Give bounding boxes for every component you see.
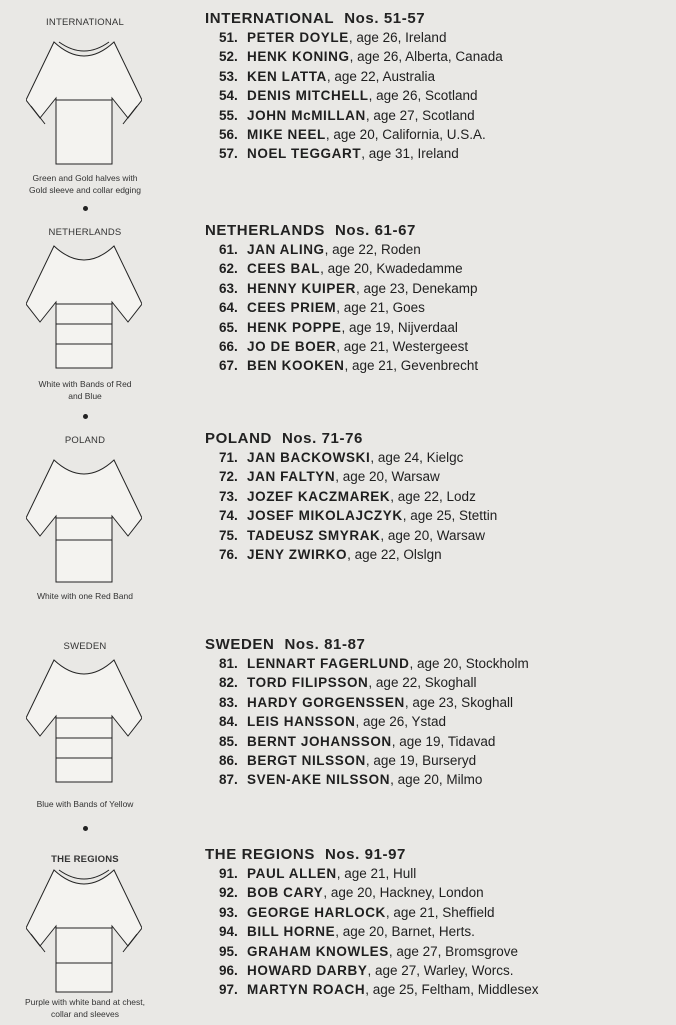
player-row: [219, 547, 497, 566]
player-details: , age 27, Bromsgrove: [388, 943, 518, 959]
player-row: [219, 675, 529, 694]
player-details: , age 31, Ireland: [361, 146, 459, 162]
caption-line: collar and sleeves: [50, 1009, 120, 1019]
jersey-caption: [0, 798, 170, 810]
player-row: [219, 656, 529, 675]
caption-line: Gold sleeve and collar edging: [29, 185, 141, 195]
player-number: 63.: [219, 280, 238, 296]
player-number: 71.: [219, 450, 238, 465]
team-name: POLAND: [205, 430, 272, 447]
player-details: , age 19, Burseryd: [365, 752, 477, 768]
player-row: [219, 734, 529, 753]
player-row: [219, 108, 503, 127]
player-row: [219, 753, 529, 772]
player-list: [219, 242, 478, 378]
player-row: [219, 508, 497, 527]
player-number: 91.: [219, 866, 238, 881]
player-number: 61.: [219, 242, 238, 257]
player-row: [219, 261, 478, 280]
team-name: NETHERLANDS: [205, 222, 325, 239]
player-number: 73.: [219, 488, 238, 504]
player-number: 74.: [219, 508, 238, 524]
shirt-label: SWEDEN: [63, 641, 107, 652]
player-name: LENNART FAGERLUND: [247, 656, 410, 671]
player-details: , age 21, Westergeest: [336, 338, 469, 354]
team-name: THE REGIONS: [205, 846, 315, 863]
player-details: , age 22, Australia: [326, 68, 435, 84]
team-numbers: Nos. 61-67: [334, 222, 416, 239]
shirt-label: THE REGIONS: [51, 854, 119, 865]
player-number: 62.: [219, 261, 238, 277]
player-name: JOSEF MIKOLAJCZYK: [247, 508, 403, 524]
player-row: [219, 281, 478, 300]
player-name: KEN LATTA: [247, 68, 327, 84]
section-heading: [205, 222, 416, 239]
player-name: SVEN-AKE NILSSON: [247, 772, 391, 788]
player-name: GEORGE HARLOCK: [247, 904, 386, 920]
player-details: , age 22, Olslgn: [347, 546, 442, 562]
bullet-dot: [83, 414, 88, 419]
player-list: [219, 450, 497, 566]
jersey-icon: [26, 40, 142, 166]
player-name: HENK POPPE: [247, 319, 342, 335]
player-row: [219, 69, 503, 88]
player-number: 87.: [219, 772, 238, 788]
player-number: 57.: [219, 146, 238, 162]
player-details: , age 21, Gevenbrecht: [344, 358, 479, 374]
player-name: JAN FALTYN: [247, 469, 336, 485]
player-details: , age 20, California, U.S.A.: [325, 126, 486, 142]
player-row: [219, 714, 529, 733]
player-name: BOB CARY: [247, 885, 324, 901]
player-number: 82.: [219, 675, 238, 691]
player-name: CEES BAL: [247, 261, 321, 277]
player-number: 96.: [219, 962, 238, 978]
player-row: [219, 30, 503, 49]
player-row: [219, 924, 539, 943]
player-name: TORD FILIPSSON: [247, 675, 369, 691]
player-list: [219, 30, 503, 166]
player-number: 94.: [219, 924, 238, 940]
jersey-icon: [26, 244, 142, 370]
player-details: , age 20, Stockholm: [409, 656, 529, 671]
player-row: [219, 300, 478, 319]
player-row: [219, 469, 497, 488]
player-details: , age 26, Alberta, Canada: [349, 49, 503, 65]
player-number: 83.: [219, 694, 238, 710]
player-name: JAN BACKOWSKI: [247, 450, 371, 465]
bullet-dot: [83, 826, 88, 831]
player-name: PAUL ALLEN: [247, 866, 337, 881]
player-name: DENIS MITCHELL: [247, 88, 369, 104]
player-name: MARTYN ROACH: [247, 982, 366, 998]
player-name: JAN ALING: [247, 242, 325, 257]
section-heading: [205, 10, 425, 27]
player-row: [219, 320, 478, 339]
player-row: [219, 358, 478, 377]
caption-line: White with one Red Band: [37, 591, 133, 601]
caption-line: and Blue: [68, 391, 102, 401]
player-row: [219, 905, 539, 924]
player-details: , age 21, Hull: [336, 866, 417, 881]
player-name: HOWARD DARBY: [247, 962, 368, 978]
jersey-icon: [26, 458, 142, 584]
team-numbers: Nos. 71-76: [281, 430, 363, 447]
player-number: 51.: [219, 30, 238, 45]
bullet-dot: [83, 206, 88, 211]
caption-line: Blue with Bands of Yellow: [36, 799, 134, 809]
player-details: , age 19, Nijverdaal: [341, 319, 458, 335]
player-row: [219, 695, 529, 714]
shirt-label: INTERNATIONAL: [46, 17, 124, 28]
player-details: , age 20, Warsaw: [335, 469, 440, 485]
player-list: [219, 656, 529, 792]
team-numbers: Nos. 51-57: [344, 10, 426, 27]
player-number: 67.: [219, 358, 238, 374]
player-name: HARDY GORGENSSEN: [247, 694, 405, 710]
player-details: , age 25, Feltham, Middlesex: [365, 982, 539, 998]
player-number: 97.: [219, 982, 238, 998]
player-details: , age 20, Warsaw: [380, 527, 485, 543]
player-name: GRAHAM KNOWLES: [247, 943, 389, 959]
player-number: 56.: [219, 126, 238, 142]
player-details: , age 22, Lodz: [390, 488, 476, 504]
player-name: PETER DOYLE: [247, 30, 349, 45]
player-number: 81.: [219, 656, 238, 671]
team-name: INTERNATIONAL: [205, 10, 335, 27]
player-row: [219, 49, 503, 68]
section-heading: [205, 430, 363, 447]
shirt-label: POLAND: [64, 435, 106, 446]
shirt-label: NETHERLANDS: [48, 227, 122, 238]
player-row: [219, 982, 539, 1001]
player-row: [219, 963, 539, 982]
player-number: 66.: [219, 338, 238, 354]
player-name: BEN KOOKEN: [247, 358, 345, 374]
player-number: 55.: [219, 107, 238, 123]
player-details: , age 26, Ireland: [348, 30, 447, 45]
jersey-caption: [0, 172, 170, 196]
player-details: , age 22, Roden: [324, 242, 421, 257]
player-number: 54.: [219, 88, 238, 104]
player-row: [219, 944, 539, 963]
section-heading: [205, 636, 365, 653]
player-details: , age 27, Warley, Worcs.: [367, 962, 514, 978]
jersey-caption: [0, 590, 170, 602]
player-details: , age 26, Ystad: [355, 714, 447, 730]
player-details: , age 23, Denekamp: [355, 280, 478, 296]
player-name: JO DE BOER: [247, 338, 337, 354]
player-number: 93.: [219, 904, 238, 920]
player-details: , age 20, Hackney, London: [323, 885, 484, 901]
player-row: [219, 146, 503, 165]
player-number: 75.: [219, 527, 238, 543]
player-name: JENY ZWIRKO: [247, 546, 348, 562]
player-number: 64.: [219, 300, 238, 316]
player-name: NOEL TEGGART: [247, 146, 362, 162]
player-name: JOHN McMILLAN: [247, 107, 366, 123]
player-number: 86.: [219, 752, 238, 768]
player-name: BERNT JOHANSSON: [247, 733, 392, 749]
team-numbers: Nos. 81-87: [284, 636, 366, 653]
player-row: [219, 866, 539, 885]
jersey-icon: [26, 868, 142, 994]
player-name: TADEUSZ SMYRAK: [247, 527, 381, 543]
caption-line: White with Bands of Red: [38, 379, 132, 389]
player-row: [219, 88, 503, 107]
section-heading: [205, 846, 406, 863]
jersey-icon: [26, 658, 142, 784]
player-row: [219, 127, 503, 146]
player-number: 95.: [219, 943, 238, 959]
team-name: SWEDEN: [205, 636, 275, 653]
player-number: 85.: [219, 733, 238, 749]
player-row: [219, 339, 478, 358]
player-row: [219, 489, 497, 508]
player-details: , age 26, Scotland: [368, 88, 478, 104]
jersey-caption: [0, 378, 170, 402]
caption-line: Purple with white band at chest,: [24, 997, 145, 1007]
player-name: MIKE NEEL: [247, 126, 326, 142]
player-details: , age 23, Skoghall: [404, 694, 513, 710]
player-details: , age 21, Goes: [336, 300, 425, 316]
player-details: , age 21, Sheffield: [385, 904, 495, 920]
caption-line: Green and Gold halves with: [32, 173, 138, 183]
player-name: CEES PRIEM: [247, 300, 337, 316]
player-details: , age 27, Scotland: [365, 107, 475, 123]
player-details: , age 20, Milmo: [390, 772, 483, 788]
player-row: [219, 772, 529, 791]
player-details: , age 24, Kielgc: [370, 450, 464, 465]
player-name: HENNY KUIPER: [247, 280, 356, 296]
player-row: [219, 528, 497, 547]
player-name: BERGT NILSSON: [247, 752, 366, 768]
player-row: [219, 450, 497, 469]
player-details: , age 25, Stettin: [402, 508, 498, 524]
player-number: 65.: [219, 319, 238, 335]
player-row: [219, 885, 539, 904]
player-list: [219, 866, 539, 1002]
player-row: [219, 242, 478, 261]
player-number: 72.: [219, 469, 238, 485]
player-details: , age 22, Skoghall: [368, 675, 477, 691]
player-name: JOZEF KACZMAREK: [247, 488, 391, 504]
player-number: 76.: [219, 546, 238, 562]
player-name: BILL HORNE: [247, 924, 336, 940]
player-details: , age 20, Barnet, Herts.: [335, 924, 475, 940]
player-number: 53.: [219, 68, 238, 84]
team-numbers: Nos. 91-97: [324, 846, 406, 863]
player-number: 52.: [219, 49, 238, 65]
player-details: , age 20, Kwadedamme: [320, 261, 463, 277]
player-details: , age 19, Tidavad: [391, 733, 496, 749]
player-number: 84.: [219, 714, 238, 730]
jersey-caption: [0, 996, 170, 1020]
player-name: LEIS HANSSON: [247, 714, 356, 730]
player-number: 92.: [219, 885, 238, 901]
player-name: HENK KONING: [247, 49, 350, 65]
